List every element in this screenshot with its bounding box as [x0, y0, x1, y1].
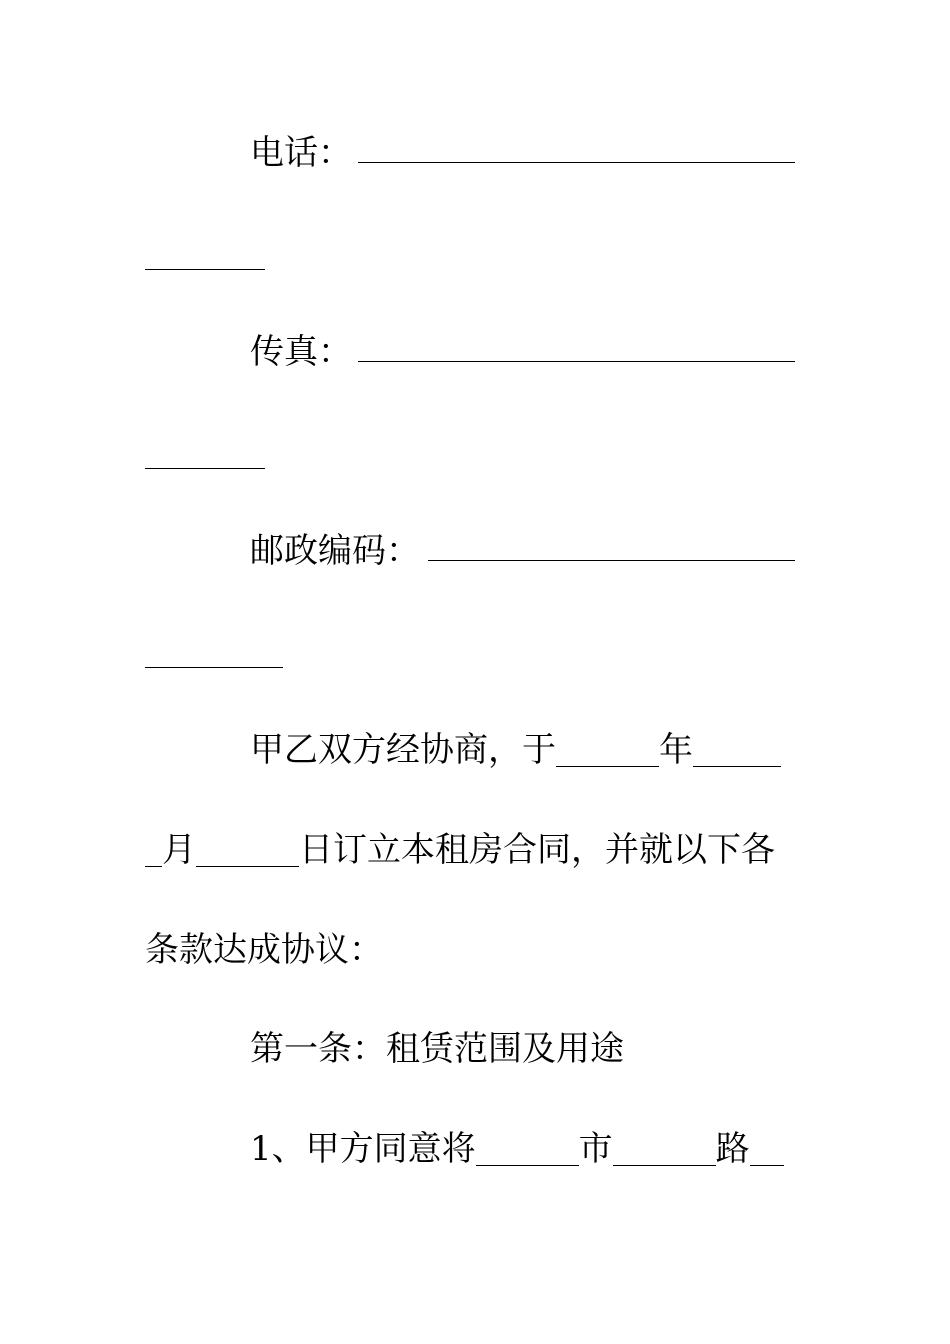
postal-line: [250, 526, 795, 576]
agreement-text-3: 条款达成协议：: [145, 930, 383, 970]
month-label: 月: [162, 830, 196, 870]
fax-line: [250, 327, 795, 377]
agreement-line-2: [145, 825, 795, 875]
article-1-title: [250, 1024, 795, 1074]
postal-blank-continued: [145, 633, 283, 668]
month-blank-continued: [145, 832, 162, 867]
month-blank: [693, 732, 781, 767]
address-blank: [750, 1131, 784, 1166]
day-blank: [196, 832, 299, 867]
postal-label: 邮政编码：: [250, 531, 420, 571]
postal-blank: [428, 526, 795, 561]
fax-line-continued: [145, 427, 795, 477]
phone-blank-continued: [145, 235, 265, 270]
phone-line: [250, 128, 795, 178]
year-label: 年: [659, 730, 693, 770]
city-label: 市: [578, 1129, 613, 1169]
year-blank: [556, 732, 659, 767]
fax-label: 传真：: [250, 332, 352, 372]
postal-line-continued: [145, 626, 795, 676]
phone-line-continued: [145, 228, 795, 278]
agreement-text-1: 甲乙双方经协商，于: [250, 730, 556, 770]
fax-blank: [358, 327, 795, 362]
phone-blank: [358, 128, 795, 163]
road-label: 路: [715, 1129, 750, 1169]
agreement-text-2: 日订立本租房合同，并就以下各: [299, 830, 775, 870]
road-blank: [613, 1131, 716, 1166]
item-1-line: [250, 1124, 795, 1174]
agreement-line-3: [145, 925, 795, 975]
agreement-line-1: [250, 725, 795, 775]
phone-label: 电话：: [250, 133, 352, 173]
item-1-text: 1、甲方同意将: [250, 1129, 476, 1169]
city-blank: [476, 1131, 579, 1166]
fax-blank-continued: [145, 434, 265, 469]
article-1-title-text: 第一条：租赁范围及用途: [250, 1029, 624, 1069]
